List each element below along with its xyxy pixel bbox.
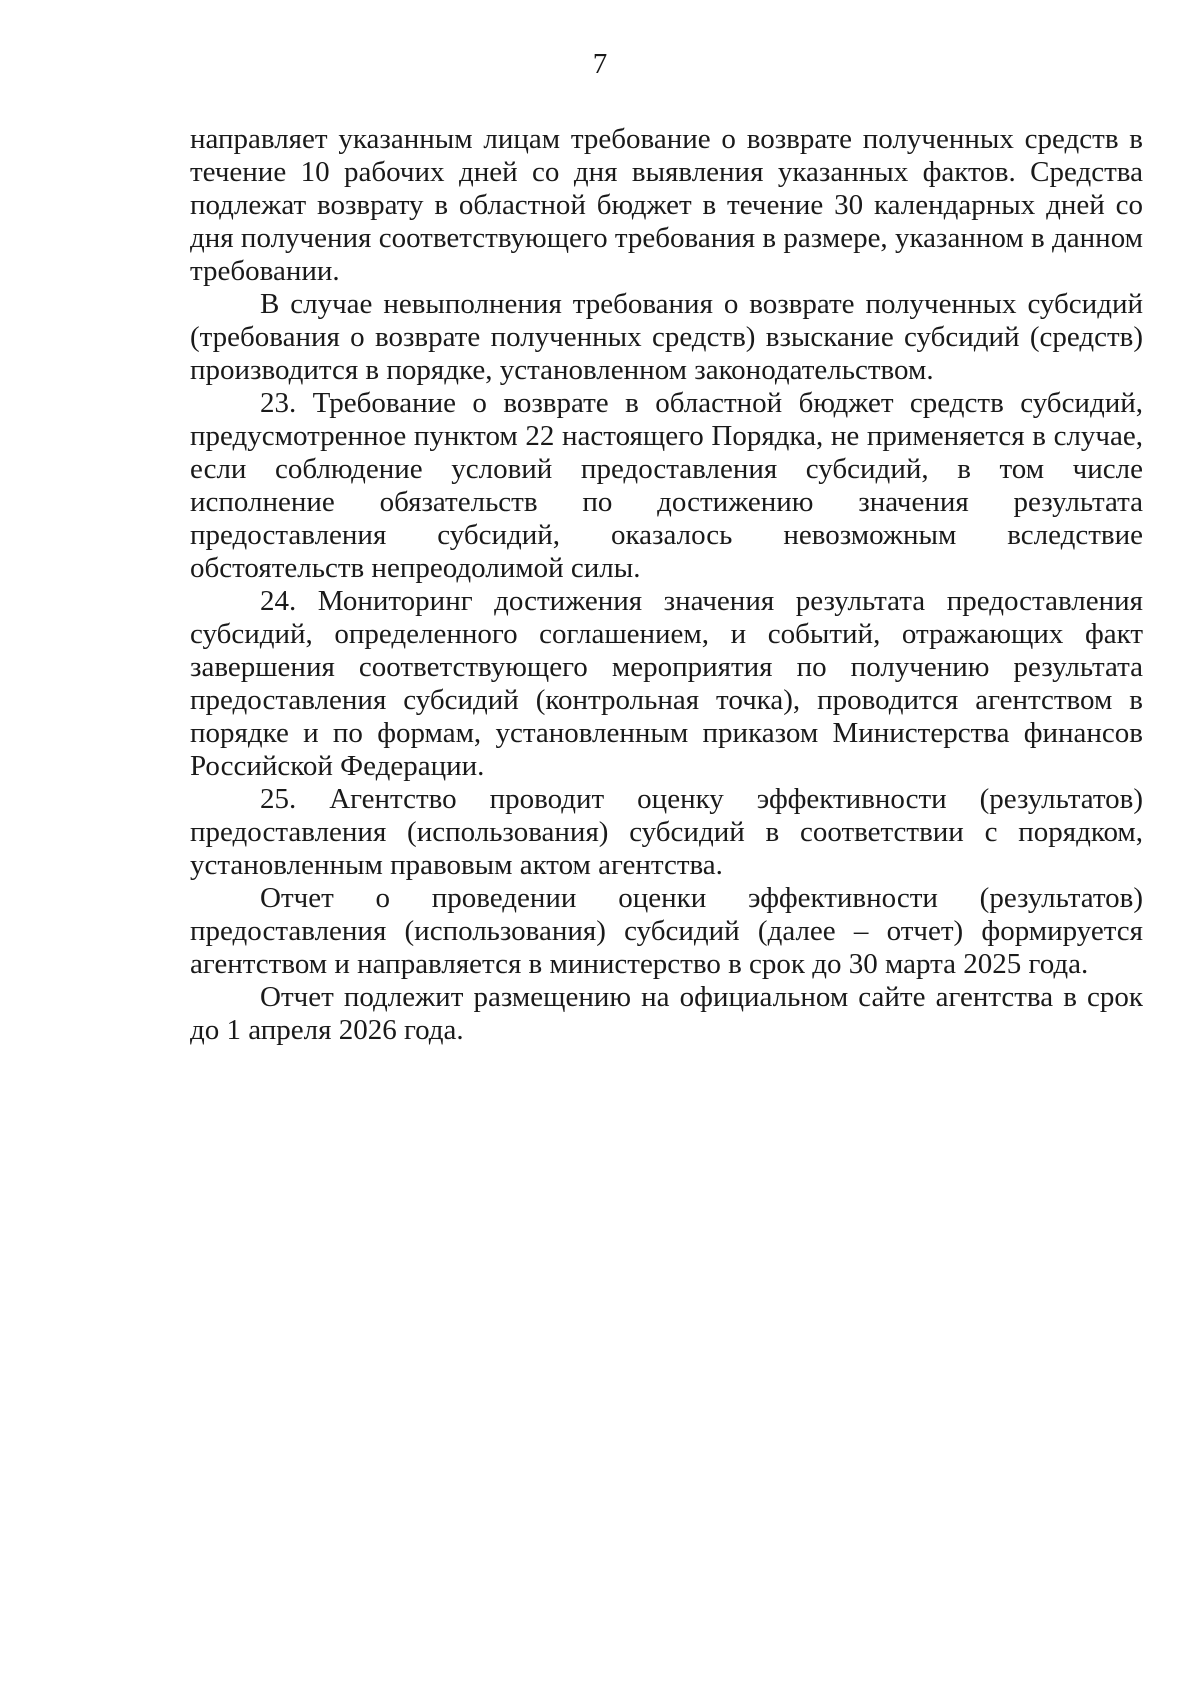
paragraph-report-publication: Отчет подлежит размещению на официальном сайте агентства в срок до 1 апреля 2026 года. bbox=[190, 981, 1143, 1046]
document-body bbox=[190, 123, 1143, 1047]
paragraph-clause-23: 23. Требование о возврате в областной бюджет средств субсидий, предусмотренное пунктом 22 настоящего Порядка, не применяется в случае, если соблюдение условий предоставления субсидий, в том числе исполнение обязательств по достижению значения результата предоставления субсидий, оказалось невозможным вследствие обстоятельств непреодолимой силы. bbox=[190, 387, 1143, 584]
paragraph-clause-24: 24. Мониторинг достижения значения результата предоставления субсидий, определенного соглашением, и событий, отражающих факт завершения соответствующего мероприятия по получению результата предоставления субсидий (контрольная точка), проводится агентством в порядке и по формам, установленным приказом Министерства финансов Российской Федерации. bbox=[190, 585, 1143, 782]
page-number: 7 bbox=[592, 48, 608, 80]
paragraph-continuation: направляет указанным лицам требование о возврате полученных средств в течение 10 рабочих дней со дня выявления указанных фактов. Средства подлежат возврату в областной бюджет в течение 30 календарных дней со дня получения соответствующего требования в размере, указанном в данном требовании. bbox=[190, 123, 1143, 287]
paragraph-report-formation: Отчет о проведении оценки эффективности (результатов) предоставления (использования) субсидий (далее – отчет) формируется агентством и направляется в министерство в срок до 30 марта 2025 года. bbox=[190, 882, 1143, 980]
paragraph-non-fulfillment: В случае невыполнения требования о возврате полученных субсидий (требования о возврате полученных средств) взыскание субсидий (средств) производится в порядке, установленном законодательством. bbox=[190, 288, 1143, 386]
paragraph-clause-25: 25. Агентство проводит оценку эффективности (результатов) предоставления (использования) субсидий в соответствии с порядком, установленным правовым актом агентства. bbox=[190, 783, 1143, 881]
